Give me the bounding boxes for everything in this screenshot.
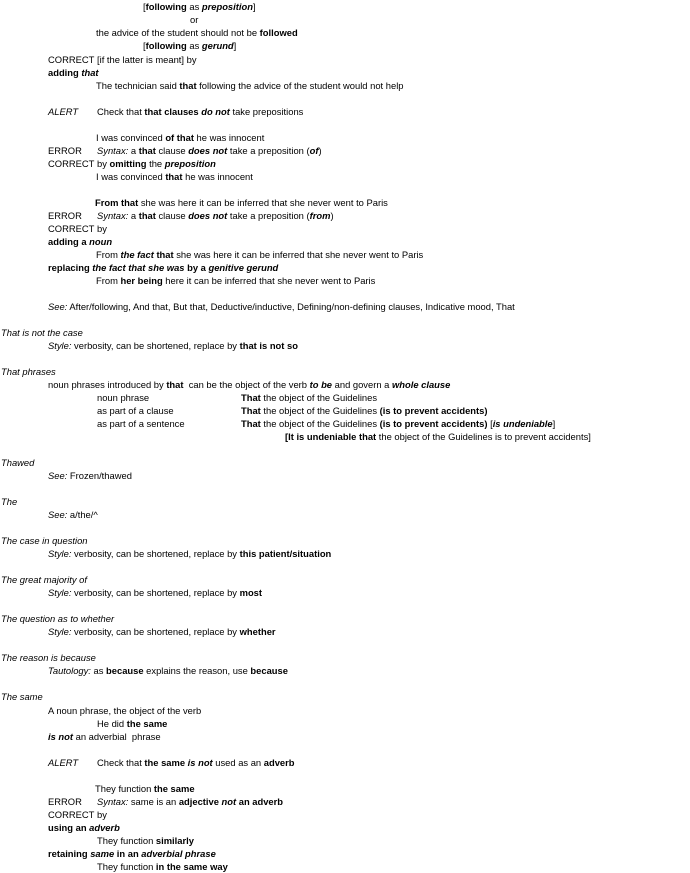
text-run: Check that [97, 757, 145, 768]
text-run: used as an [212, 757, 264, 768]
text-run: That [241, 418, 261, 429]
text-run: following the advice of the student would not help [196, 80, 404, 91]
text-run: she was here it can be inferred that she never went to Paris [138, 197, 388, 208]
text-line [48, 587, 262, 599]
text-line [48, 210, 82, 222]
text-line [48, 223, 94, 235]
text-run: is not [48, 731, 73, 742]
text-line [97, 405, 174, 417]
text-run: a [128, 145, 139, 156]
text-run: that [138, 145, 156, 156]
text-run: she was here it can be inferred that she never went to Paris [173, 249, 424, 260]
text-run: or [190, 14, 199, 25]
text-run: [ [487, 418, 493, 429]
text-run: following [145, 1, 187, 12]
text-line [48, 236, 112, 248]
text-run: following [145, 40, 187, 51]
text-run: of [309, 145, 319, 156]
text-run: in the same way [155, 861, 228, 872]
text-run: whole clause [391, 379, 451, 390]
text-run: can be the object of the verb [183, 379, 310, 390]
text-run: that [81, 67, 99, 78]
text-run: the advice of the student should not be [96, 27, 260, 38]
text-line [48, 665, 288, 677]
text-run: as [186, 40, 202, 51]
text-run: because [250, 665, 288, 676]
text-run: this patient/situation [239, 548, 332, 559]
text-line [48, 470, 132, 482]
text-run: See: [48, 470, 68, 481]
text-run: her being [120, 275, 163, 286]
text-run: From [96, 275, 121, 286]
text-run: ERROR [48, 210, 82, 221]
text-line [1, 652, 96, 664]
text-run: a/the/^ [67, 509, 98, 520]
text-run: clause [155, 210, 189, 221]
text-line [1, 496, 17, 508]
text-line [97, 861, 228, 873]
text-run: ALERT [48, 106, 79, 117]
text-run: the object of the Guidelines [260, 392, 378, 403]
text-run: the same [126, 718, 168, 729]
text-run: that is not so [239, 340, 298, 351]
text-run: as part of a sentence [97, 418, 185, 429]
text-run: that clauses [144, 106, 202, 117]
text-run: the object of the Guidelines is to prevent accidents] [376, 431, 591, 442]
text-line [1, 366, 56, 378]
text-run: Syntax: [97, 210, 129, 221]
text-line [96, 171, 253, 183]
text-run: most [239, 587, 263, 598]
text-line [97, 145, 322, 157]
text-run: the fact that she was [92, 262, 185, 273]
text-line [241, 405, 487, 417]
text-run: ] [552, 418, 556, 429]
text-line [48, 145, 82, 157]
text-run: preposition [201, 1, 253, 12]
text-run: They function [97, 835, 156, 846]
text-run: ) [318, 145, 322, 156]
text-run: noun phrases introduced by [48, 379, 167, 390]
text-line [97, 223, 107, 235]
text-line [96, 249, 423, 261]
text-line [143, 40, 236, 52]
text-run: The great majority of [1, 574, 87, 585]
text-line [48, 158, 94, 170]
text-run: From that [95, 197, 139, 208]
text-run: the object of the Guidelines [260, 418, 380, 429]
text-run: He did [97, 718, 127, 729]
text-run: They function [97, 861, 156, 872]
text-run: that [156, 249, 174, 260]
text-run: adverb [263, 757, 295, 768]
text-run: by [97, 223, 107, 234]
text-run: CORRECT [48, 223, 95, 234]
text-line [48, 262, 278, 274]
text-run: The case in question [1, 535, 88, 546]
text-line [48, 796, 82, 808]
text-line [48, 757, 78, 769]
text-run: as [90, 665, 107, 676]
text-run: explains the reason, use [143, 665, 251, 676]
text-run: here it can be inferred that she never went to Paris [162, 275, 376, 286]
text-run: and govern a [332, 379, 392, 390]
text-run: CORRECT [48, 809, 95, 820]
text-run: Check that [97, 106, 145, 117]
text-run: ] [233, 40, 237, 51]
text-line [97, 210, 334, 222]
text-run: replacing [48, 262, 93, 273]
text-run: ] [252, 1, 256, 12]
text-run: A noun phrase, the object of the verb [48, 705, 202, 716]
text-line [97, 809, 107, 821]
text-line [48, 301, 515, 313]
text-run: noun phrase [97, 392, 150, 403]
text-line [48, 340, 298, 352]
text-run: to be [309, 379, 333, 390]
text-run: adding [48, 67, 82, 78]
text-line [95, 783, 195, 795]
text-run: That [241, 392, 261, 403]
text-run: Style: [48, 340, 72, 351]
text-run: [ [143, 40, 146, 51]
text-line [48, 67, 99, 79]
text-run: the fact [120, 249, 154, 260]
text-run: That is not the case [1, 327, 83, 338]
text-line [1, 613, 114, 625]
text-run: gerund [201, 40, 234, 51]
text-line [285, 431, 591, 443]
text-run: adding a [48, 236, 90, 247]
text-run: do not [201, 106, 230, 117]
text-run: Tautology: [48, 665, 91, 676]
text-run: See: [48, 509, 68, 520]
text-run: Style: [48, 626, 72, 637]
text-line [97, 757, 295, 769]
text-line [48, 548, 331, 560]
text-run: I was convinced [96, 171, 166, 182]
text-run: ERROR [48, 796, 82, 807]
text-run: Style: [48, 548, 72, 559]
text-run: similarly [155, 835, 194, 846]
text-run: not [221, 796, 237, 807]
text-run: he was innocent [193, 132, 265, 143]
text-line [97, 158, 216, 170]
text-line [97, 796, 283, 808]
text-line [48, 731, 161, 743]
text-line [241, 418, 555, 430]
text-run: Frozen/thawed [67, 470, 132, 481]
text-run: using an [48, 822, 90, 833]
text-line [1, 535, 88, 547]
text-run: [if the latter is meant] by [97, 54, 197, 65]
text-run: (is to prevent accidents) [379, 405, 488, 416]
text-run: adverbial phrase [141, 848, 216, 859]
text-run: take a preposition ( [227, 145, 310, 156]
text-run: The reason is because [1, 652, 96, 663]
text-run: verbosity, can be shortened, replace by [71, 548, 240, 559]
text-run: omitting [109, 158, 147, 169]
text-line [96, 275, 375, 287]
text-line [48, 106, 78, 118]
text-run: whether [239, 626, 276, 637]
text-line [143, 1, 256, 13]
text-run: [It is undeniable that [285, 431, 377, 442]
text-line [97, 54, 197, 66]
text-line [97, 392, 149, 404]
text-run: adverb [89, 822, 120, 833]
text-run: Thawed [1, 457, 35, 468]
text-run: adjective [178, 796, 222, 807]
text-run: The technician said [96, 80, 180, 91]
text-run: is not [187, 757, 213, 768]
text-run: an adverb [236, 796, 284, 807]
text-run: The [1, 496, 18, 507]
text-line [1, 457, 34, 469]
text-run: an adverbial phrase [73, 731, 161, 742]
text-run: by a [184, 262, 209, 273]
text-line [48, 626, 276, 638]
text-run: same is an [128, 796, 179, 807]
text-line [241, 392, 377, 404]
text-line [97, 106, 303, 118]
text-run: as [186, 1, 202, 12]
text-run: verbosity, can be shortened, replace by [71, 587, 240, 598]
text-run: that [138, 210, 156, 221]
text-run: by [97, 809, 107, 820]
text-line [97, 418, 185, 430]
text-run: ) [330, 210, 334, 221]
text-line [96, 80, 404, 92]
text-run: See: [48, 301, 68, 312]
text-run: that [166, 379, 184, 390]
text-run: he was innocent [182, 171, 253, 182]
text-run: ALERT [48, 757, 79, 768]
text-run: Syntax: [97, 796, 129, 807]
text-run: They function [95, 783, 154, 794]
text-line [48, 822, 120, 834]
text-run: (is to prevent accidents) [379, 418, 488, 429]
text-run: preposition [164, 158, 216, 169]
text-run: in an [114, 848, 142, 859]
text-run: From [96, 249, 121, 260]
text-run: does not [188, 145, 228, 156]
text-run: a [128, 210, 139, 221]
text-run: the object of the Guidelines [260, 405, 380, 416]
text-run: take prepositions [229, 106, 304, 117]
text-line [48, 509, 98, 521]
text-run: same [90, 848, 115, 859]
text-line [1, 327, 83, 339]
text-line [95, 197, 388, 209]
text-run: by [97, 158, 110, 169]
text-line [1, 574, 87, 586]
text-run: Style: [48, 587, 72, 598]
text-run: that [179, 80, 197, 91]
text-run: noun [89, 236, 113, 247]
text-run: the same [144, 757, 188, 768]
text-run: is undeniable [492, 418, 553, 429]
text-run: does not [188, 210, 228, 221]
text-run: verbosity, can be shortened, replace by [71, 340, 240, 351]
text-run: because [106, 665, 144, 676]
text-run: ERROR [48, 145, 82, 156]
text-run: I was convinced [96, 132, 166, 143]
text-run: That phrases [1, 366, 56, 377]
text-run: from [309, 210, 331, 221]
text-run: Syntax: [97, 145, 129, 156]
text-line [97, 835, 194, 847]
text-run: CORRECT [48, 158, 95, 169]
text-line [48, 54, 94, 66]
text-run: take a preposition ( [227, 210, 310, 221]
text-run: CORRECT [48, 54, 95, 65]
text-line [48, 705, 201, 717]
text-line [97, 718, 167, 730]
text-run: That [241, 405, 261, 416]
text-line [48, 809, 94, 821]
text-line [1, 691, 43, 703]
text-line [96, 27, 298, 39]
text-run: the [146, 158, 165, 169]
text-line [48, 848, 216, 860]
text-run: The question as to whether [1, 613, 115, 624]
text-run: genitive gerund [208, 262, 279, 273]
text-line [96, 132, 264, 144]
text-run: clause [155, 145, 189, 156]
text-run: The same [1, 691, 43, 702]
text-run: that [165, 171, 183, 182]
text-line [190, 14, 198, 26]
text-run: verbosity, can be shortened, replace by [71, 626, 240, 637]
text-run: of that [165, 132, 194, 143]
text-run: followed [259, 27, 298, 38]
text-run: [ [143, 1, 146, 12]
text-line [48, 379, 450, 391]
text-run: retaining [48, 848, 91, 859]
text-run: After/following, And that, But that, Deductive/inductive, Defining/non-defining clauses, Indicative mood, That [67, 301, 515, 312]
text-run: as part of a clause [97, 405, 174, 416]
text-run: the same [153, 783, 195, 794]
